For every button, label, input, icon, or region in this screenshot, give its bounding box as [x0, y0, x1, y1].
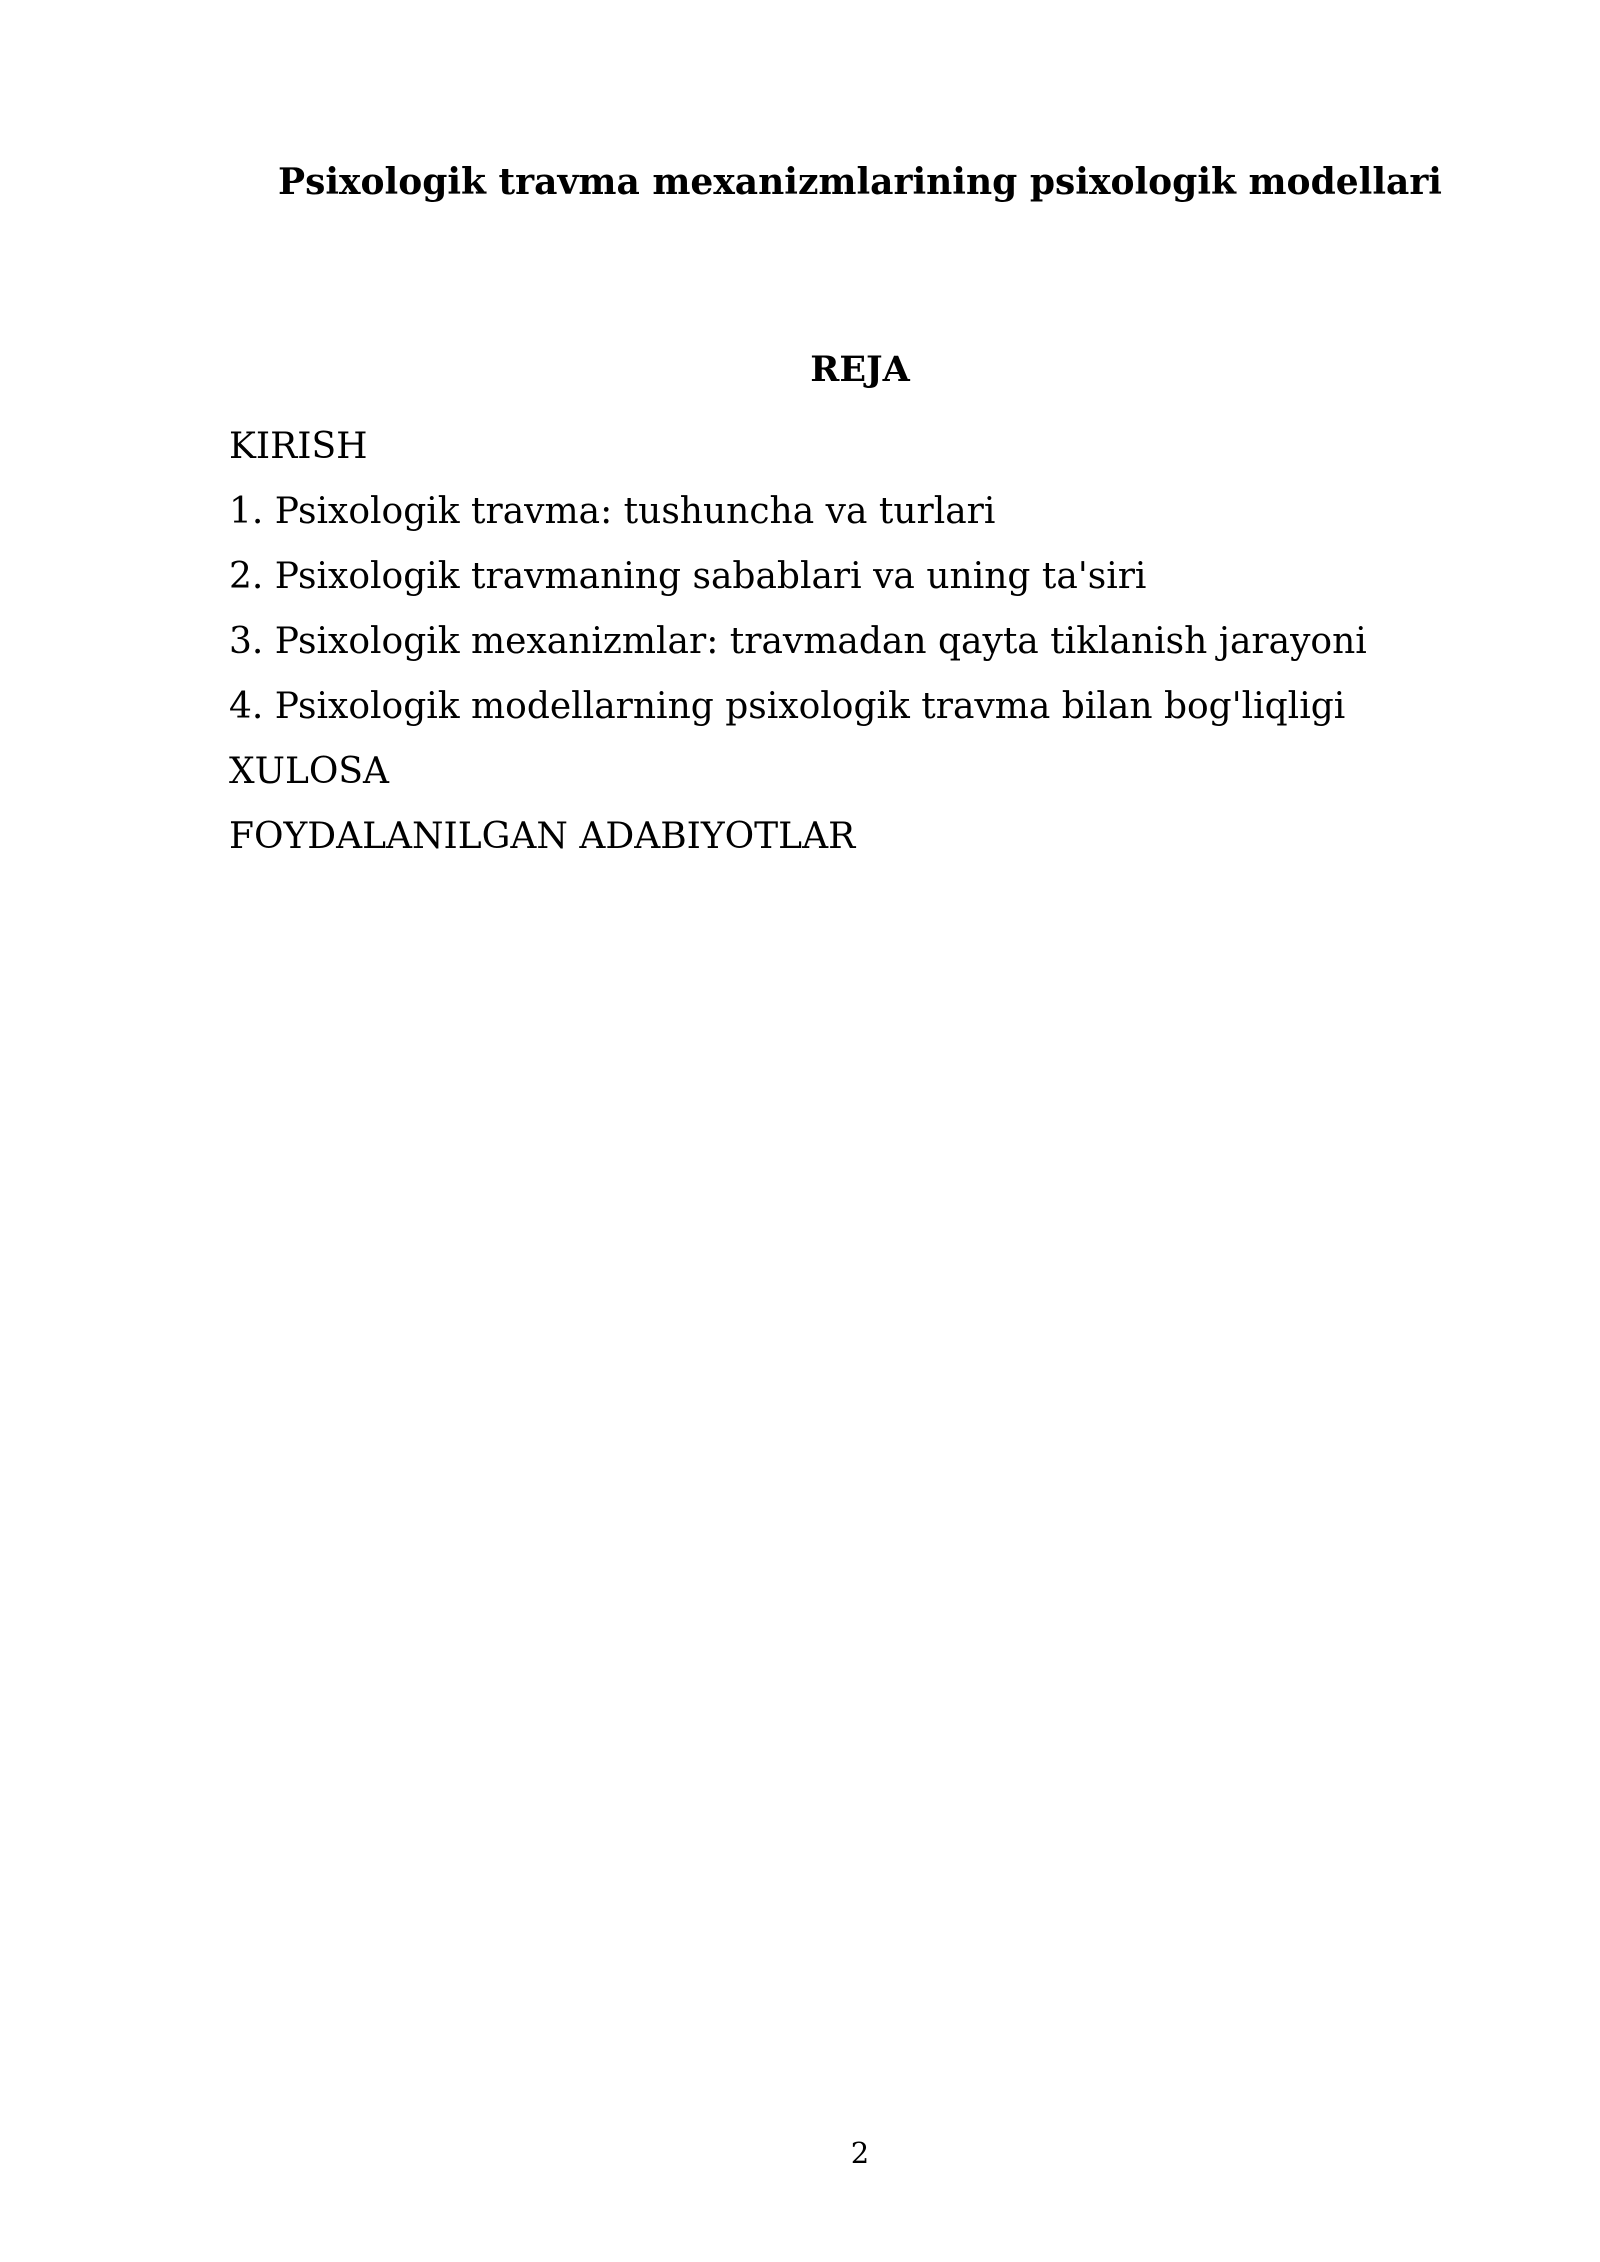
plan-item-introduction: KIRISH [229, 426, 368, 467]
plan-item-references: FOYDALANILGAN ADABIYOTLAR [229, 816, 856, 857]
page-number: 2 [850, 2136, 870, 2170]
plan-item-conclusion: XULOSA [229, 751, 390, 792]
plan-item-1: 1. Psixologik travma: tushuncha va turlari [229, 491, 996, 532]
plan-heading: REJA [810, 349, 910, 390]
document-title: Psixologik travma mexanizmlarining psixologik modellari [278, 161, 1442, 203]
plan-list [229, 414, 1367, 869]
plan-item-3: 3. Psixologik mexanizmlar: travmadan qayta tiklanish jarayoni [229, 621, 1367, 662]
plan-item-2: 2. Psixologik travmaning sabablari va uning ta'siri [229, 556, 1147, 597]
plan-item-4: 4. Psixologik modellarning psixologik travma bilan bog'liqligi [229, 686, 1346, 727]
